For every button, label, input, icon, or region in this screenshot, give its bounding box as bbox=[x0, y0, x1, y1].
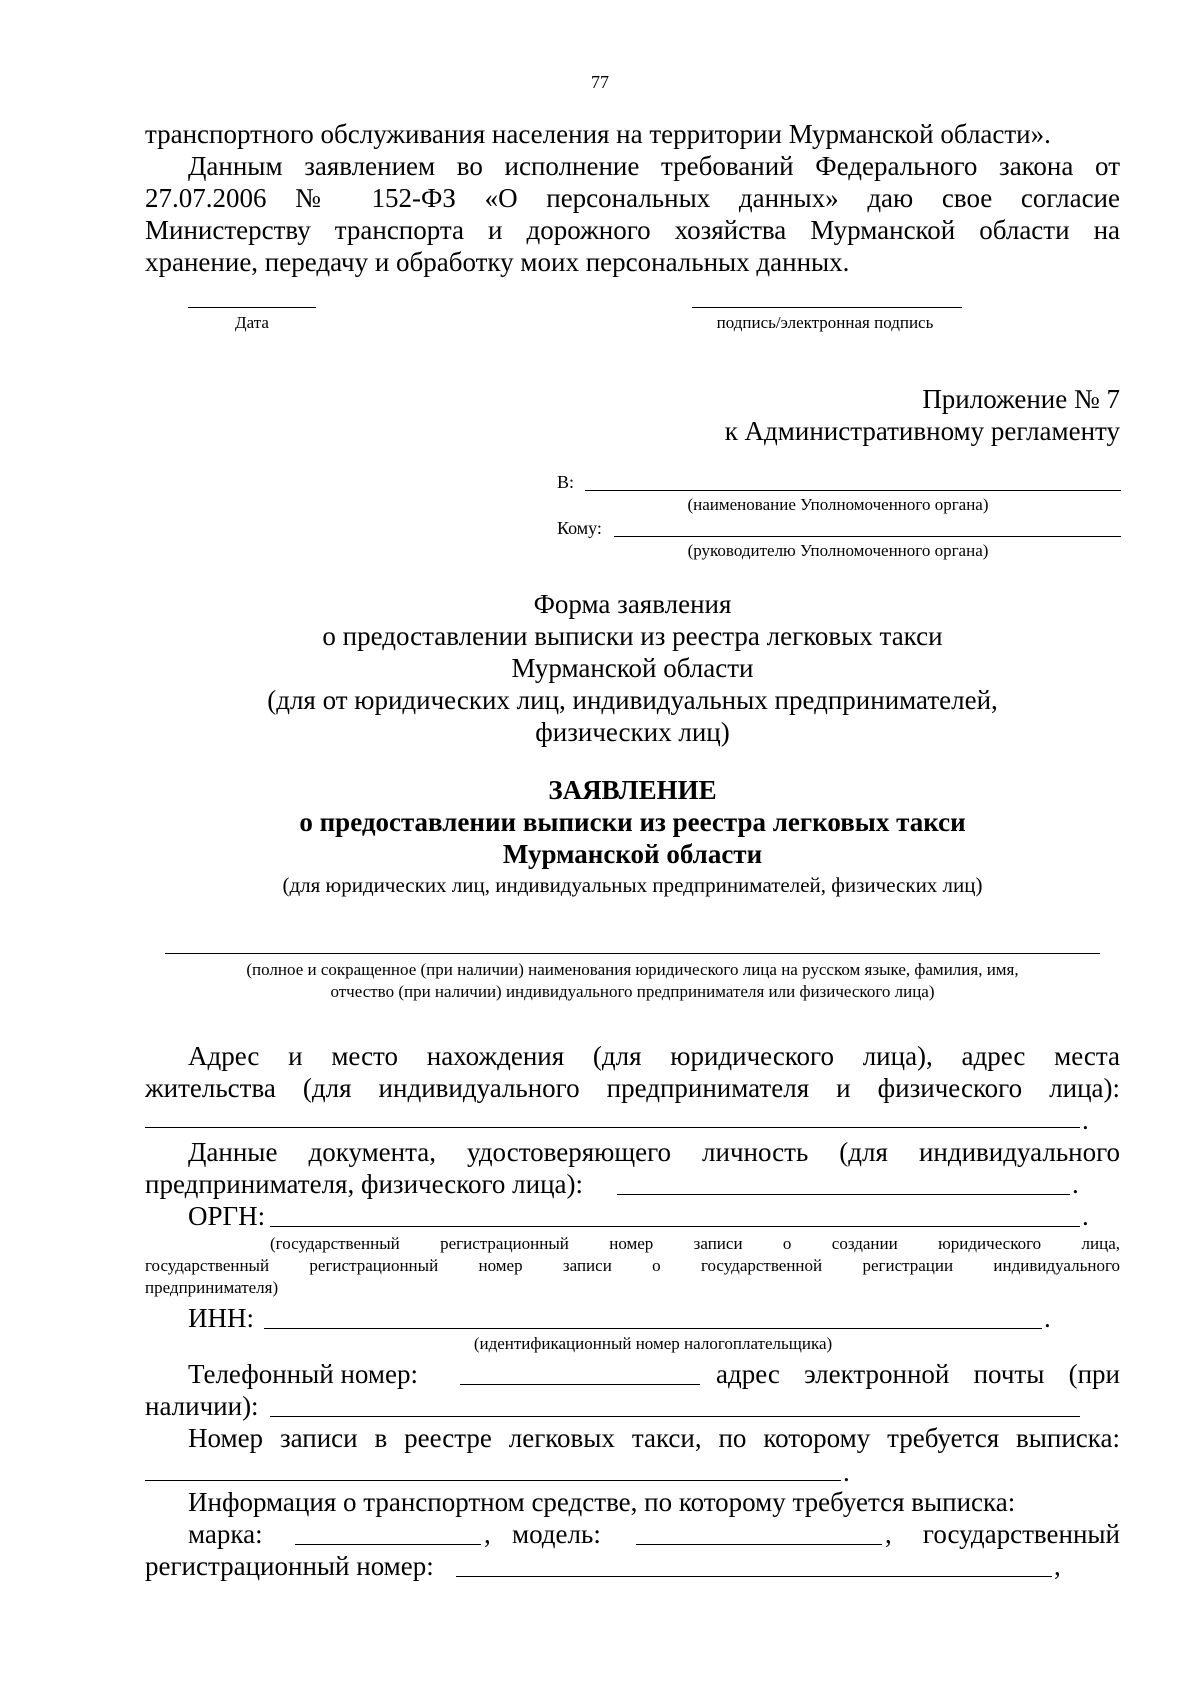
id-doc-label-line-2: предпринимателя, физического лица): bbox=[145, 1169, 583, 1199]
state-label: государственный bbox=[922, 1519, 1120, 1549]
model-comma: , bbox=[885, 1519, 892, 1549]
ogrn-period: . bbox=[1082, 1201, 1089, 1231]
ogrn-label: ОРГН: bbox=[188, 1201, 266, 1231]
intro-line-4: Министерству транспорта и дорожного хозяйства Мурманской области на bbox=[145, 215, 1120, 245]
id-doc-label-line-1: Данные документа, удостоверяющего личность (для индивидуального bbox=[188, 1137, 1120, 1167]
ogrn-hint-line-1: (государственный регистрационный номер записи о создании юридического лица, bbox=[270, 1234, 1120, 1253]
statement-title: ЗАЯВЛЕНИЕ bbox=[548, 775, 717, 805]
intro-line-1: транспортного обслуживания населения на территории Мурманской области». bbox=[145, 119, 1051, 149]
whom-field[interactable] bbox=[614, 536, 1121, 537]
registry-field[interactable] bbox=[145, 1480, 841, 1481]
statement-subtitle-1: о предоставлении выписки из реестра легковых такси bbox=[299, 807, 966, 837]
applicant-name-field[interactable] bbox=[165, 953, 1100, 954]
reg-number-field[interactable] bbox=[456, 1576, 1052, 1577]
to-field[interactable] bbox=[585, 490, 1121, 491]
model-field[interactable] bbox=[636, 1544, 882, 1545]
address-label-line-2: жительства (для индивидуального предпринимателя и физического лица): bbox=[145, 1073, 1120, 1103]
intro-line-2: Данным заявлением во исполнение требований Федерального закона от bbox=[188, 151, 1120, 181]
appendix-number: Приложение № 7 bbox=[922, 384, 1120, 414]
statement-applicability: (для юридических лиц, индивидуальных предпринимателей, физических лиц) bbox=[282, 873, 983, 897]
id-doc-period: . bbox=[1072, 1169, 1079, 1199]
address-field[interactable] bbox=[145, 1127, 1080, 1128]
date-label: Дата bbox=[235, 313, 269, 332]
intro-line-3: 27.07.2006 № 152-ФЗ «О персональных данных» даю свое согласие bbox=[145, 183, 1120, 213]
intro-line-5: хранение, передачу и обработку моих персональных данных. bbox=[145, 247, 850, 277]
form-title-line-2: о предоставлении выписки из реестра легковых такси bbox=[322, 621, 943, 651]
form-title-line-4: (для от юридических лиц, индивидуальных предпринимателей, bbox=[267, 685, 998, 715]
brand-comma: , bbox=[484, 1519, 491, 1549]
form-title-line-5: физических лиц) bbox=[535, 717, 730, 747]
applicant-hint-line-1: (полное и сокращенное (при наличии) наименования юридического лица на русском языке, фамилия, имя, bbox=[246, 960, 1019, 979]
id-doc-field[interactable] bbox=[617, 1194, 1070, 1195]
form-title-line-1: Форма заявления bbox=[533, 589, 732, 619]
ogrn-hint-line-2: государственный регистрационный номер записи о государственной регистрации индивидуального bbox=[145, 1256, 1120, 1275]
whom-label: Кому: bbox=[557, 518, 602, 538]
whom-hint: (руководителю Уполномоченного органа) bbox=[687, 541, 989, 560]
address-label-line-1: Адрес и место нахождения (для юридического лица), адрес места bbox=[188, 1041, 1120, 1071]
email-field[interactable] bbox=[270, 1416, 1080, 1417]
registry-period: . bbox=[843, 1457, 850, 1487]
brand-label: марка: bbox=[188, 1519, 263, 1549]
model-label: модель: bbox=[512, 1519, 601, 1549]
inn-period: . bbox=[1044, 1303, 1051, 1333]
phone-label: Телефонный номер: bbox=[188, 1359, 418, 1389]
inn-label: ИНН: bbox=[188, 1303, 254, 1333]
statement-subtitle-2: Мурманской области bbox=[502, 839, 763, 869]
applicant-hint-line-2: отчество (при наличии) индивидуального предпринимателя или физического лица) bbox=[330, 982, 935, 1001]
signature-line[interactable] bbox=[692, 307, 962, 308]
date-line[interactable] bbox=[188, 307, 316, 308]
email-label-cont: наличии): bbox=[145, 1391, 259, 1421]
reg-number-comma: , bbox=[1054, 1551, 1061, 1581]
to-hint: (наименование Уполномоченного органа) bbox=[687, 495, 989, 514]
form-title-line-3: Мурманской области bbox=[511, 653, 754, 683]
inn-hint: (идентификационный номер налогоплательщика) bbox=[473, 1334, 833, 1353]
to-label: В: bbox=[557, 472, 575, 492]
ogrn-hint-line-3: предпринимателя) bbox=[145, 1278, 279, 1297]
ogrn-field[interactable] bbox=[270, 1226, 1080, 1227]
brand-field[interactable] bbox=[295, 1544, 481, 1545]
phone-field[interactable] bbox=[460, 1384, 700, 1385]
appendix-regulation: к Административному регламенту bbox=[724, 416, 1120, 446]
vehicle-info-label: Информация о транспортном средстве, по которому требуется выписка: bbox=[188, 1487, 1016, 1517]
signature-label: подпись/электронная подпись bbox=[716, 313, 934, 332]
address-period: . bbox=[1082, 1105, 1089, 1135]
email-label: адрес электронной почты (при bbox=[716, 1359, 1120, 1389]
reg-number-label: регистрационный номер: bbox=[145, 1551, 434, 1581]
page-number: 77 bbox=[591, 72, 609, 92]
registry-label: Номер записи в реестре легковых такси, по которому требуется выписка: bbox=[188, 1423, 1120, 1453]
inn-field[interactable] bbox=[264, 1328, 1042, 1329]
